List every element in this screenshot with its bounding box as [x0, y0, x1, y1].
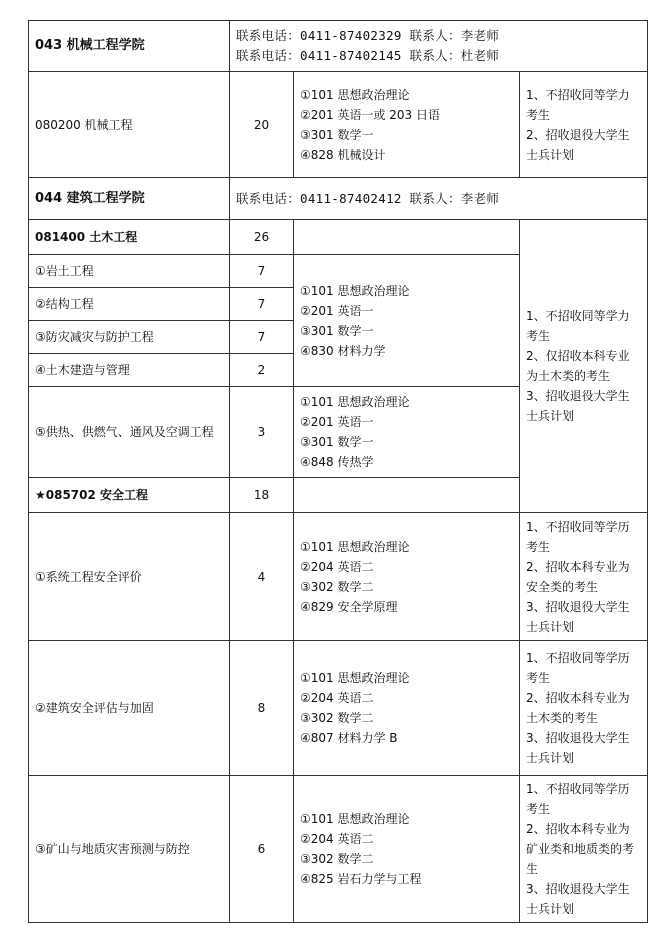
remark: 2、招收退役大学生士兵计划 — [526, 127, 630, 162]
exam-subject: ②204 英语二 — [300, 559, 374, 574]
program-quota: 18 — [230, 478, 294, 513]
direction-quota: 7 — [230, 288, 294, 321]
contact-line: 联系电话：0411-87402412 联系人：李老师 — [236, 190, 500, 206]
exam-subject: ②201 英语一 — [300, 415, 374, 429]
direction-quota: 7 — [230, 255, 294, 288]
exam-subject: ②201 英语一 — [300, 303, 374, 318]
exam-subject: ③301 数学一 — [300, 323, 374, 338]
exam-subject: ②204 英语二 — [300, 832, 374, 846]
exam-subject: ②201 英语一或 203 日语 — [300, 107, 441, 122]
contact-line: 联系电话：0411-87402145 联系人：杜老师 — [236, 48, 500, 63]
college-name: 044 建筑工程学院 — [29, 178, 230, 220]
exam-subject: ③301 数学一 — [300, 127, 374, 142]
remark: 2、仅招收本科专业为土木类的考生 — [526, 349, 630, 383]
remark: 1、不招收同等学力考生 — [526, 87, 630, 122]
program-name: 081400 土木工程 — [29, 220, 230, 255]
program-name: ★085702 安全工程 — [29, 478, 230, 513]
exam-subject: ①101 思想政治理论 — [300, 812, 410, 826]
exam-subject: ④848 传热学 — [300, 455, 374, 469]
exam-subject: ①101 思想政治理论 — [300, 283, 410, 298]
direction-name: ②结构工程 — [29, 288, 230, 321]
program-quota: 26 — [230, 220, 294, 255]
remark: 1、不招收同等学力考生 — [526, 309, 630, 343]
exam-subject: ④830 材料力学 — [300, 343, 386, 358]
direction-quota: 3 — [230, 387, 294, 478]
exam-subjects — [294, 387, 520, 478]
exam-subject: ①101 思想政治理论 — [300, 395, 410, 409]
exam-subjects — [294, 72, 520, 178]
program-row — [29, 220, 648, 255]
direction-quota: 7 — [230, 321, 294, 354]
exam-subject: ②204 英语二 — [300, 691, 374, 705]
remark: 3、招收退役大学生士兵计划 — [526, 599, 630, 634]
remark: 3、招收退役大学生士兵计划 — [526, 731, 630, 765]
contact-line: 联系电话：0411-87402329 联系人：李老师 — [236, 28, 500, 43]
exam-subject: ④828 机械设计 — [300, 147, 386, 162]
exam-subjects-empty — [294, 478, 520, 513]
program-row — [29, 72, 648, 178]
direction-row — [29, 641, 648, 776]
direction-quota: 4 — [230, 513, 294, 641]
college-name: 043 机械工程学院 — [29, 21, 230, 72]
remark: 3、招收退役大学生士兵计划 — [526, 389, 630, 423]
exam-subject: ③302 数学二 — [300, 579, 374, 594]
exam-subjects-empty — [294, 220, 520, 255]
direction-quota: 8 — [230, 641, 294, 776]
program-quota: 20 — [230, 72, 294, 178]
exam-subject: ①101 思想政治理论 — [300, 671, 410, 685]
college-contact — [230, 178, 648, 220]
exam-subject: ④829 安全学原理 — [300, 599, 398, 614]
exam-subjects — [294, 255, 520, 387]
exam-subjects — [294, 776, 520, 923]
remark: 1、不招收同等学历考生 — [526, 782, 630, 816]
exam-subject: ④825 岩石力学与工程 — [300, 872, 422, 886]
remarks — [520, 776, 648, 923]
direction-name: ①岩土工程 — [29, 255, 230, 288]
remarks — [520, 641, 648, 776]
direction-name: ③矿山与地质灾害预测与防控 — [29, 776, 230, 923]
remark: 2、招收本科专业为土木类的考生 — [526, 691, 630, 725]
remarks — [520, 513, 648, 641]
program-name: 080200 机械工程 — [29, 72, 230, 178]
remark: 1、不招收同等学历考生 — [526, 519, 630, 554]
remark: 3、招收退役大学生士兵计划 — [526, 882, 630, 916]
direction-row — [29, 513, 648, 641]
direction-name: ④土木建造与管理 — [29, 354, 230, 387]
direction-name: ①系统工程安全评价 — [29, 513, 230, 641]
exam-subject: ④807 材料力学 B — [300, 731, 398, 745]
college-header-row — [29, 21, 648, 72]
remarks — [520, 220, 648, 513]
exam-subjects — [294, 513, 520, 641]
exam-subject: ③301 数学一 — [300, 435, 374, 449]
exam-subject: ①101 思想政治理论 — [300, 87, 410, 102]
remark: 2、招收本科专业为矿业类和地质类的考生 — [526, 822, 635, 876]
exam-subjects — [294, 641, 520, 776]
direction-quota: 6 — [230, 776, 294, 923]
remark: 2、招收本科专业为安全类的考生 — [526, 559, 630, 594]
direction-quota: 2 — [230, 354, 294, 387]
direction-name: ③防灾减灾与防护工程 — [29, 321, 230, 354]
exam-subject: ③302 数学二 — [300, 852, 374, 866]
college-contact — [230, 21, 648, 72]
direction-row — [29, 776, 648, 923]
college-header-row — [29, 178, 648, 220]
direction-name: ⑤供热、供燃气、通风及空调工程 — [29, 387, 230, 478]
direction-name: ②建筑安全评估与加固 — [29, 641, 230, 776]
remark: 1、不招收同等学历考生 — [526, 651, 630, 685]
remarks — [520, 72, 648, 178]
enrollment-table — [28, 20, 648, 923]
exam-subject: ③302 数学二 — [300, 711, 374, 725]
exam-subject: ①101 思想政治理论 — [300, 539, 410, 554]
